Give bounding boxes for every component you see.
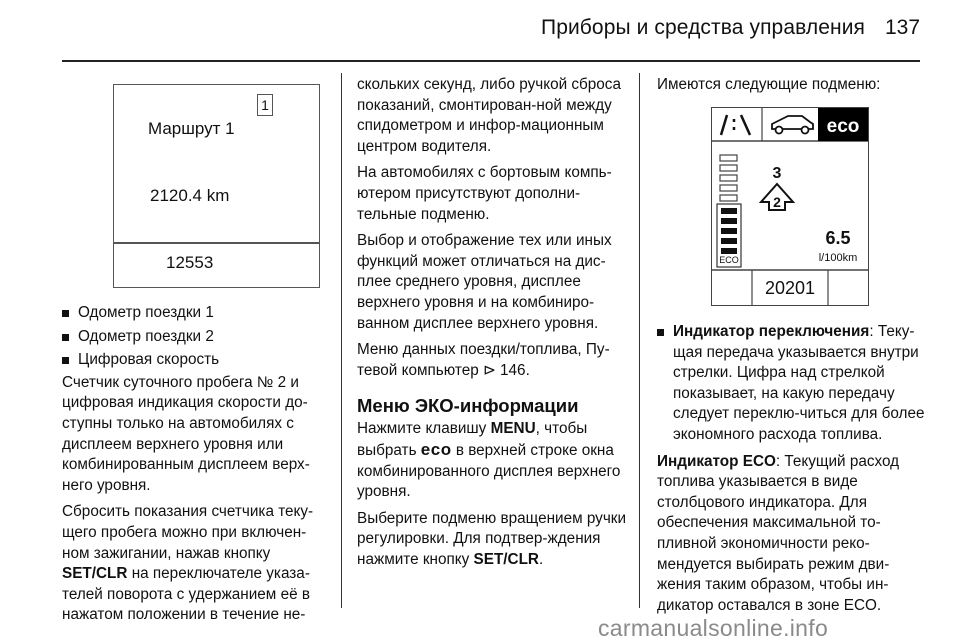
trip-title: Маршрут 1 [148, 119, 235, 138]
paragraph: Имеются следующие подменю: [657, 76, 881, 93]
header-rule [62, 60, 920, 62]
term: Индикатор ECO [657, 452, 776, 470]
left-column [62, 303, 330, 632]
list-item: Цифровая скорость [62, 350, 330, 371]
eco-bar-label: ECO [719, 255, 739, 265]
paragraph: Выбор и отображение тех или иных функций может отличаться на дис-плее среднего уровня, дисплее верхнего уровня и на комбиниро-ванном дисплее верхнего уровня. [357, 232, 612, 332]
list-item: Индикатор переключения: Теку-щая передача указывается внутри стрелки. Цифра над стрелкой показывает, на какую передачу следует переклю-читься для более экономного расхода топлива. [657, 322, 932, 446]
fuel-consumption: 6.5 [825, 228, 851, 248]
paragraph: Выберите подменю вращением ручки регулировки. Для подтвер-ждения нажмите кнопку SET/CLR. [357, 509, 627, 568]
eco-symbol: eco [420, 439, 452, 459]
key-name: SET/CLR [473, 550, 539, 568]
bullet-icon [62, 334, 69, 341]
term: Индикатор переключения [673, 323, 870, 340]
column-divider-2 [639, 73, 640, 608]
paragraph: На автомобилях с бортовым компь-ютером присутствуют дополни-тельные подменю. [357, 164, 612, 223]
middle-column [357, 75, 627, 576]
paragraph: Счетчик суточного пробега № 2 и цифровая индикация скорости до-ступны только на автомобилях с дисплеем верхнего уровня или комбинированным дисплеем верх-него уровня. [62, 373, 310, 494]
trip-distance: 2120.4 km [150, 186, 230, 205]
bullet-icon [657, 329, 664, 336]
eco-display-graphic [712, 108, 868, 305]
eco-display-illustration [711, 107, 869, 306]
paragraph: Индикатор ECO: Текущий расход топлива указывается в виде столбцового индикатора. Для обеспечения максимальной то-пливной экономичности реко-мендуется выбирать режим дви-жения таким образом, чтобы ин-дикатор оставался в зоне ECO. [657, 452, 900, 614]
key-name: SET/CLR [62, 565, 128, 583]
list-item: Одометр поездки 1 [62, 303, 330, 324]
right-column-intro [657, 75, 927, 102]
right-column [657, 322, 932, 622]
paragraph: Нажмите клавишу MENU, чтобы выбрать eco в верхней строке окна комбинированного дисплея верхнего уровня. [357, 420, 621, 501]
key-name: MENU [490, 420, 536, 438]
eco-odometer: 20201 [764, 278, 816, 298]
watermark: carmanualsonline.info [598, 615, 829, 641]
paragraph: Сбросить показания счетчика теку-щего пробега можно при включен-ном зажигании, нажав кнопку SET/CLR на переключателе указа-телей поворота с удержанием её в нажатом положении в течение не- [62, 503, 314, 624]
trip-display-illustration [113, 84, 320, 288]
odometer-value: 12553 [166, 253, 214, 272]
consumption-unit: l/100km [818, 252, 858, 264]
page-header [0, 0, 960, 56]
bullet-icon [62, 310, 69, 317]
display-divider [114, 242, 319, 244]
current-gear: 2 [773, 194, 781, 210]
eco-tab-label: eco [826, 116, 860, 137]
list-item: Одометр поездки 2 [62, 327, 330, 348]
road-icon [721, 115, 750, 135]
section-heading: Меню ЭКО-информации [357, 395, 579, 417]
page-title: Приборы и средства управления [541, 16, 866, 39]
car-icon [772, 116, 813, 134]
column-divider-1 [341, 73, 342, 608]
target-gear: 3 [772, 165, 782, 182]
eco-bar-indicator [717, 155, 741, 267]
bullet-icon [62, 357, 69, 364]
page-number: 137 [885, 16, 921, 39]
trip-number-badge: 1 [257, 94, 273, 116]
paragraph: скольких секунд, либо ручкой сброса показаний, смонтирован-ной между спидометром и инфор-мационным центром водителя. [357, 76, 621, 155]
paragraph: Меню данных поездки/топлива, Пу-тевой компьютер ⊳ 146. [357, 341, 610, 379]
